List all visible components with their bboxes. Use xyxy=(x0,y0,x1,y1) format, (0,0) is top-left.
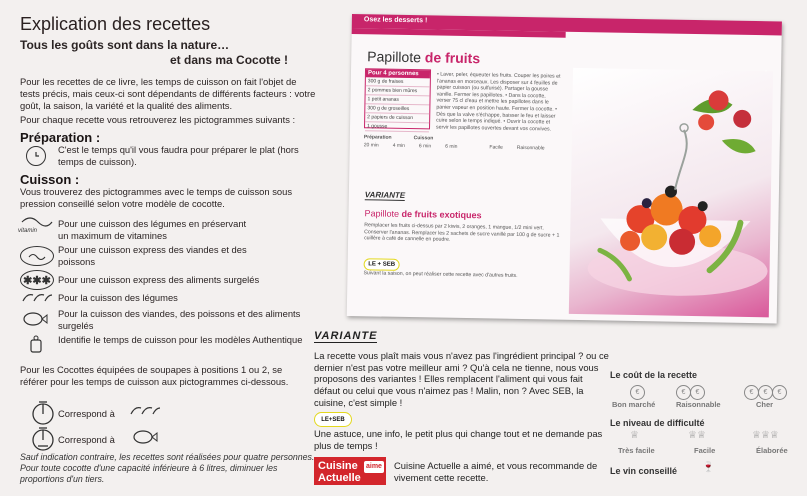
picto-item-frozen: Pour une cuisson express des aliments surgelés xyxy=(58,274,260,285)
frozen-icon: ✱✱✱ xyxy=(20,270,54,290)
vegetables-icon xyxy=(20,290,54,306)
soupapes-text: Pour les Cocottes équipées de soupapes à positions 1 ou 2, se référer pour les temps de cuisson aux pictogrammes ci-dessous. xyxy=(20,364,289,387)
recipe-steps: • Laver, peler, équeuter les fruits. Couper les poires et l'ananas en morceaux. Les disposer sur 4 feuilles de papier cuisson (ou sulfurisé). Partager la gousse vanille. Fermer les papillotes. • Dans la cocotte, verser 75 cl d'eau et mettre les papillotes dans le panier vapeur en position haute. Fermer la cocotte. • Dès que la valve s'échappe, baisser le feu et laisser cuire selon le temps indiqué. • Ouvrir la cocotte et servir les papillotes ouvertes devant vos convives. xyxy=(435,71,561,133)
leseb-text: Une astuce, une info, le petit plus qui change tout et ne demande pas plus de temps ! xyxy=(314,428,603,451)
cuisine-actuelle-text: Cuisine Actuelle a aimé, et vous recommande de vivement cette recette. xyxy=(394,460,598,483)
ingredient-line: 1 petit ananas xyxy=(365,95,429,105)
correspond-2: Correspond à xyxy=(58,434,115,445)
leseb-badge: LE+SEB xyxy=(314,412,352,427)
valve-2-icon xyxy=(30,426,56,452)
ingredient-line: 300 g de fraises xyxy=(366,77,430,87)
recipe-page-sample xyxy=(347,14,782,323)
coin-icon: € xyxy=(744,385,759,400)
prep-heading: Préparation : xyxy=(20,130,101,145)
picto-item-meat-fish: Pour la cuisson des viandes, des poissons et des aliments surgelés xyxy=(58,308,301,331)
authentique-icon xyxy=(28,334,44,356)
page-title: Explication des recettes xyxy=(20,14,211,34)
variante-heading: VARIANTE xyxy=(314,330,378,342)
fish-icon xyxy=(22,310,48,328)
coin-icon: € xyxy=(676,385,691,400)
cook-heading: Cuisson : xyxy=(20,172,80,187)
ingredient-line: 300 g de groseilles xyxy=(365,104,429,114)
recipe-title: Papillote de fruits xyxy=(367,48,481,67)
chef-hat-icon: ♕ xyxy=(630,430,639,441)
chef-hat-icon: ♕♕ xyxy=(688,430,706,441)
clock-icon xyxy=(26,146,46,166)
recipe-variante-title: Papillote de fruits exotiques xyxy=(364,208,482,221)
ingredients-box xyxy=(364,68,431,129)
vegetables-icon-2 xyxy=(128,402,162,420)
fish-icon-2 xyxy=(132,428,158,446)
recipe-band: Osez les desserts ! xyxy=(363,16,428,25)
picto-item-vegetables: Pour la cuisson des légumes xyxy=(58,292,178,303)
cost-level-cheap: Bon marché xyxy=(612,400,656,409)
picto-item-express-meat: Pour une cuisson express des viandes et des poissons xyxy=(58,244,247,267)
vitamin-label: vitamin xyxy=(18,228,38,234)
cost-level-expensive: Cher xyxy=(756,400,774,409)
recipe-suggestion: Suivant la saison, on peut réaliser cette recette avec d'autres fruits. xyxy=(363,270,518,279)
coin-icon: € xyxy=(690,385,705,400)
tagline-1: Tous les goûts sont dans la nature… xyxy=(20,38,230,52)
chef-hat-icon: ♕♕♕ xyxy=(752,430,779,441)
coin-icon: € xyxy=(772,385,787,400)
difficulty-easy: Facile xyxy=(694,446,716,455)
cuisine-actuelle-logo: Cuisine Actuelle aime xyxy=(314,457,386,485)
coin-icon: € xyxy=(630,385,645,400)
ingredients-header: Pour 4 personnes xyxy=(366,69,430,78)
ingredient-line: 1 gousse xyxy=(365,122,429,132)
picto-item-vitamin: Pour une cuisson des légumes en préservant un maximum de vitamines xyxy=(58,218,247,241)
difficulty-elaborate: Élaborée xyxy=(756,446,788,455)
tagline-2: et dans ma Cocotte ! xyxy=(170,53,289,67)
cook-text: Vous trouverez des pictogrammes avec le temps de cuisson sous pression conseillé selon votre modèle de cocotte. xyxy=(20,186,293,209)
picto-item-authentique: Identifie le temps de cuisson pour les modèles Authentique xyxy=(58,334,303,345)
footnote: Sauf indication contraire, les recettes sont réalisées pour quatre personnes. Pour toute cocotte d'une capacité inférieure à 6 litres, diminuer les proportions d'un tiers. xyxy=(20,452,315,484)
intro-text-2: Pour chaque recette vous retrouverez les pictogrammes suivants : xyxy=(20,114,296,125)
ingredient-line: 2 papiers de cuisson xyxy=(365,113,429,123)
ingredient-line: 2 pommes bien mûres xyxy=(366,86,430,96)
cost-level-reasonable: Raisonnable xyxy=(676,400,721,409)
difficulty-very-easy: Très facile xyxy=(618,446,655,455)
express-meat-icon xyxy=(20,246,54,266)
recipe-leseb-badge: LE + SEB xyxy=(364,258,400,271)
fruit-salad-photo xyxy=(569,68,773,317)
wine-title: Le vin conseillé xyxy=(610,466,678,476)
coin-icon: € xyxy=(758,385,773,400)
recipe-variante-text: Remplacer les fruits ci-dessus par 2 kiwis, 2 oranges, 1 mangue, 1/2 mini vert. Conserver l'ananas. Remplacer les 2 sachets de sucre vanillé par 100 g de sucre + 1 cuillère à café de cannelle en poudre. xyxy=(364,222,560,243)
wine-glass-icon: 🍷 xyxy=(702,462,715,473)
valve-1-icon xyxy=(30,400,56,426)
cost-title: Le coût de la recette xyxy=(610,370,698,380)
difficulty-title: Le niveau de difficulté xyxy=(610,418,705,428)
correspond-1: Correspond à xyxy=(58,408,115,419)
prep-text: C'est le temps qu'il vous faudra pour préparer le plat (hors temps de cuisson). xyxy=(58,144,299,167)
intro-text: Pour les recettes de ce livre, les temps de cuisson on fait l'objet de tests précis, mais ceux-ci sont dépendants de différents facteurs : votre goût, la saison, la variété et la qualité des aliments. xyxy=(20,76,316,111)
variante-text: La recette vous plaît mais vous n'avez pas l'ingrédient principal ? ou ce dernier n'est pas votre meilleur ami ? Qu'à cela ne tienne, nous vous proposons des variantes ! Elles remplacent l'aliment qui vous fait défaut ou celui que vous n'aimez pas ! Malin, non ? Avec SEB, la cuisine, c'est simple ! xyxy=(314,350,609,408)
recipe-times: Préparation Cuisson 20 min 4 min 6 min 6 min Facile Raisonnable xyxy=(363,134,545,152)
recipe-variante-heading: VARIANTE xyxy=(364,190,406,200)
